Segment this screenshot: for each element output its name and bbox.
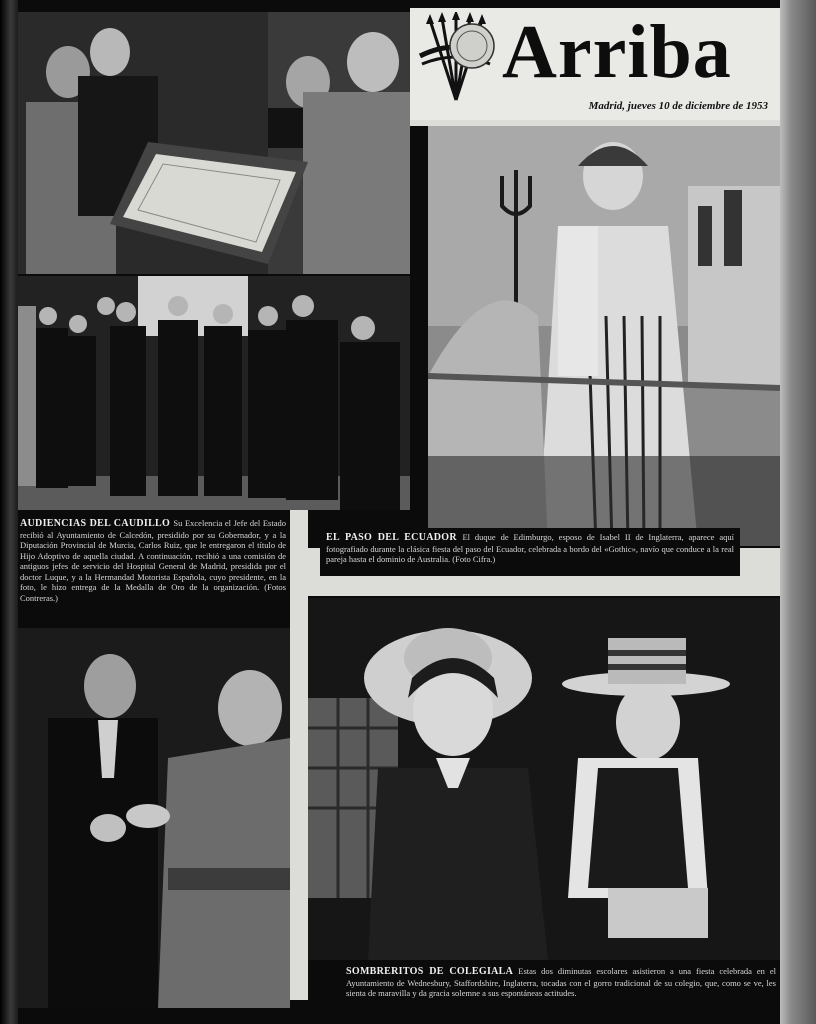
photo-diploma-presentation <box>18 12 410 274</box>
caption-audiencias-del-caudillo <box>20 518 286 628</box>
masthead <box>410 8 780 120</box>
photo-paso-del-ecuador <box>428 126 780 546</box>
photo-group-audience <box>18 276 410 510</box>
photo-medal-presentation <box>18 628 290 1008</box>
caption-headline: EL PASO DEL ECUADOR <box>326 532 463 543</box>
dateline: Madrid, jueves 10 de diciembre de 1953 <box>588 100 768 112</box>
caption-paso-del-ecuador <box>320 528 740 576</box>
caption-sombreritos-de-colegiala <box>346 966 776 1018</box>
caption-body: Estas dos diminutas escolares asistieron a una fiesta celebrada en el Ayuntamiento de Wednesbury, Staffordshire, Inglaterra, tocadas con el gorro tradicional de su colegio, que, como se ve, les sienta de maravilla y da gracia solemne a sus espontáneas actitudes. <box>346 966 776 998</box>
newspaper-title: Arriba <box>502 10 732 94</box>
caption-headline: SOMBRERITOS DE COLEGIALA <box>346 966 519 977</box>
page-edge-right <box>780 0 816 1024</box>
photo-sombreritos-de-colegiala <box>308 598 780 960</box>
binding-edge-left <box>0 0 18 1024</box>
caption-body: Su Excelencia el Jefe del Estado recibió al Ayuntamiento de Calcedón, presidido por su Gobernador, y a la Diputación Provincial de Murcia, Carlos Ruiz, que le entregaron el título de Hijo Adoptivo de aquella ciudad. A continuación, recibió a una comisión de antiguos jefes de servicio del Hospital General de Madrid, presidida por el doctor Luque, y a la Hermandad Motorista Española, cuyo presidente, en la foto, le hizo entrega de la Medalla de Oro de la organización. (Fotos Contreras.) <box>20 518 287 603</box>
yoke-and-arrows-emblem <box>416 12 496 104</box>
caption-headline: AUDIENCIAS DEL CAUDILLO <box>20 518 174 529</box>
caption-body: El duque de Edimburgo, esposo de Isabel II de Inglaterra, aparece aquí fotografiado durante la clásica fiesta del paso del Ecuador, celebrada a bordo del «Gothic», navío que conduce a la real pareja hasta el dominio de Australia. (Foto Cifra.) <box>326 532 734 564</box>
